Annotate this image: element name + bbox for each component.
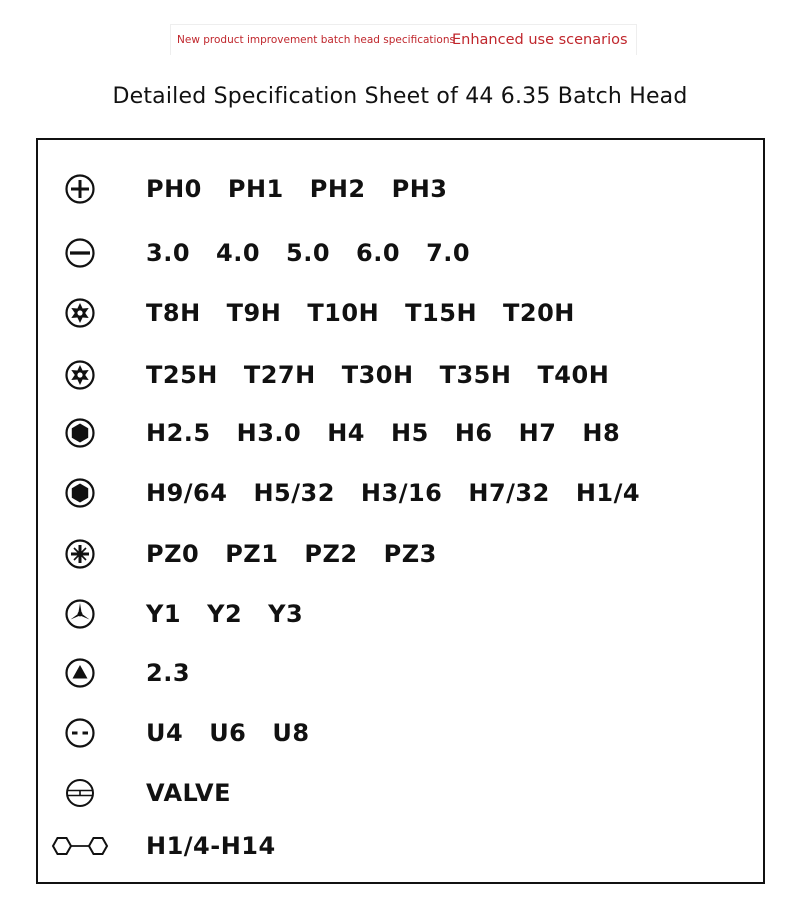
hex-adapter-icon [48,821,112,871]
size-label: 6.0 [356,239,401,267]
size-label: PZ2 [304,540,358,568]
size-label: T15H [405,299,478,327]
size-label: T9H [226,299,282,327]
spec-row-hex-adapter [38,821,763,871]
size-label: U4 [146,719,184,747]
size-label: PH1 [227,175,284,203]
torx-security-icon [58,350,102,400]
size-label: 7.0 [426,239,471,267]
size-label: VALVE [146,779,231,807]
triangle-icon [58,648,102,698]
size-label: PZ0 [146,540,200,568]
size-label: H1/4-H14 [146,832,276,860]
slotted-icon [58,228,102,278]
spec-row-slotted [38,228,763,278]
size-label: PZ1 [225,540,279,568]
spec-row-triangle [38,648,763,698]
size-label: T27H [243,361,316,389]
size-label: PH2 [309,175,366,203]
size-list [146,768,231,818]
size-label: T25H [146,361,218,389]
spec-row-hex-imperial [38,468,763,518]
size-label: 2.3 [146,659,191,687]
spec-row-valve [38,768,763,818]
size-list [146,350,609,400]
torx-security-icon [58,288,102,338]
spec-row-tri-wing [38,589,763,639]
size-list [146,288,575,338]
size-label: H4 [327,419,366,447]
spec-row-hex-metric [38,408,763,458]
hex-icon [58,468,102,518]
spec-row-torx-large [38,350,763,400]
size-label: H5/32 [253,479,335,507]
header-tabs [170,24,630,54]
size-list [146,468,640,518]
size-label: H3.0 [236,419,302,447]
spec-table [36,138,765,884]
page-title: Detailed Specification Sheet of 44 6.35 Batch Head [112,84,688,109]
size-label: U8 [272,719,310,747]
size-list [146,589,303,639]
size-label: H7/32 [468,479,550,507]
size-label: T35H [439,361,512,389]
pozidriv-icon [58,529,102,579]
spec-row-pozidriv [38,529,763,579]
size-list [146,228,470,278]
size-label: Y1 [146,600,182,628]
size-list [146,708,310,758]
size-label: T10H [307,299,380,327]
size-label: H1/4 [575,479,641,507]
size-label: 3.0 [146,239,191,267]
size-list [146,529,437,579]
size-list [146,821,276,871]
size-label: T20H [503,299,575,327]
size-label: H5 [391,419,429,447]
size-label: T30H [341,361,414,389]
size-label: T40H [537,361,610,389]
tab-product-specs[interactable]: New product improvement batch head specifications [170,24,461,55]
size-label: H8 [582,419,621,447]
size-label: PH3 [391,175,448,203]
spec-row-phillips [38,164,763,214]
size-label: H2.5 [146,419,211,447]
size-label: U6 [209,719,247,747]
size-label: PZ3 [383,540,437,568]
spec-row-torx-small [38,288,763,338]
size-label: H7 [518,419,557,447]
size-list [146,408,620,458]
size-label: Y3 [268,600,304,628]
size-label: 5.0 [286,239,331,267]
spanner-icon [58,708,102,758]
spec-row-spanner [38,708,763,758]
size-label: 4.0 [216,239,261,267]
size-label: H3/16 [360,479,443,507]
tab-use-scenarios[interactable]: Enhanced use scenarios [444,24,637,55]
size-label: Y2 [207,600,243,628]
size-label: PH0 [146,175,202,203]
tri-wing-icon [58,589,102,639]
size-label: T8H [146,299,201,327]
size-label: H9/64 [146,479,228,507]
size-list [146,648,190,698]
phillips-icon [58,164,102,214]
valve-icon [58,768,102,818]
hex-icon [58,408,102,458]
size-list [146,164,448,214]
size-label: H6 [454,419,493,447]
